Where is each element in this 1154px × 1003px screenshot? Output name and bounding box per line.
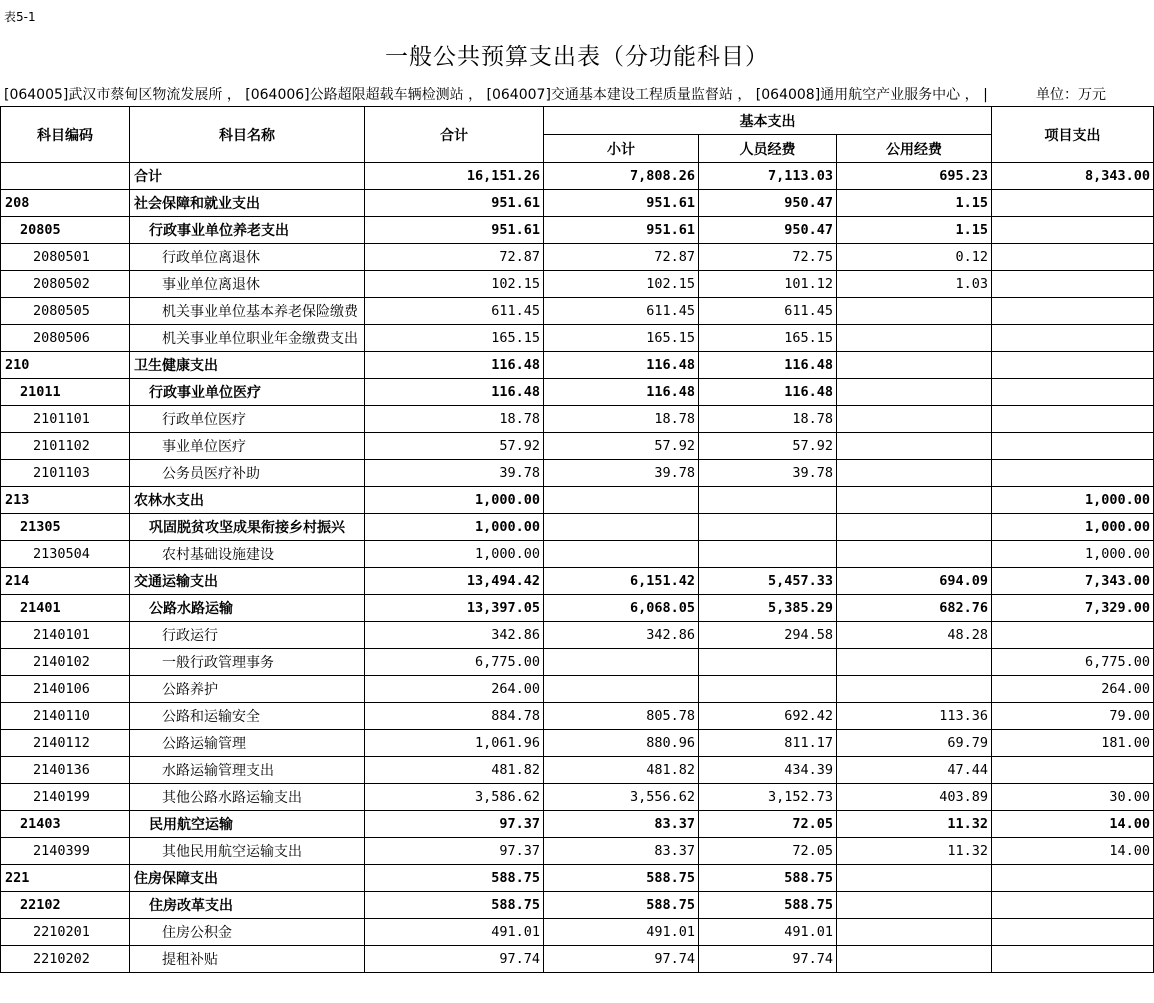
row-total: 165.15 xyxy=(365,325,544,352)
row-name: 行政单位离退休 xyxy=(130,244,365,271)
row-subtotal: 57.92 xyxy=(544,433,699,460)
row-public xyxy=(837,865,992,892)
row-code: 2101103 xyxy=(1,460,130,487)
row-code: 2080505 xyxy=(1,298,130,325)
row-code: 2140399 xyxy=(1,838,130,865)
row-code: 2140101 xyxy=(1,622,130,649)
row-code: 2140199 xyxy=(1,784,130,811)
row-project xyxy=(992,757,1154,784)
row-total: 18.78 xyxy=(365,406,544,433)
row-total: 16,151.26 xyxy=(365,163,544,190)
header-total: 合计 xyxy=(365,107,544,163)
table-row xyxy=(1,568,1154,595)
row-code: 2140102 xyxy=(1,649,130,676)
row-subtotal: 805.78 xyxy=(544,703,699,730)
row-project xyxy=(992,622,1154,649)
row-personnel: 5,457.33 xyxy=(699,568,837,595)
row-total: 39.78 xyxy=(365,460,544,487)
row-personnel: 5,385.29 xyxy=(699,595,837,622)
table-row xyxy=(1,352,1154,379)
row-subtotal: 116.48 xyxy=(544,352,699,379)
row-subtotal xyxy=(544,649,699,676)
row-code xyxy=(1,163,130,190)
row-project: 181.00 xyxy=(992,730,1154,757)
row-public xyxy=(837,919,992,946)
table-row xyxy=(1,514,1154,541)
row-public xyxy=(837,433,992,460)
row-personnel xyxy=(699,649,837,676)
row-name: 巩固脱贫攻坚成果衔接乡村振兴 xyxy=(130,514,365,541)
row-total: 1,061.96 xyxy=(365,730,544,757)
units-list-text: [064005]武汉市蔡甸区物流发展所 ， [064006]公路超限超载车辆检测站 ， [064007]交通基本建设工程质量监督站 ， [064008]通用航空产业服务中心 ， | xyxy=(4,87,988,103)
row-personnel xyxy=(699,676,837,703)
row-personnel: 811.17 xyxy=(699,730,837,757)
units-line xyxy=(0,84,1154,104)
row-public xyxy=(837,514,992,541)
table-row xyxy=(1,703,1154,730)
table-row xyxy=(1,730,1154,757)
row-personnel xyxy=(699,514,837,541)
row-total: 116.48 xyxy=(365,379,544,406)
row-name: 住房公积金 xyxy=(130,919,365,946)
row-code: 2080501 xyxy=(1,244,130,271)
row-subtotal: 342.86 xyxy=(544,622,699,649)
row-total: 951.61 xyxy=(365,190,544,217)
row-project: 14.00 xyxy=(992,838,1154,865)
row-subtotal: 18.78 xyxy=(544,406,699,433)
row-code: 2101102 xyxy=(1,433,130,460)
table-row xyxy=(1,298,1154,325)
row-personnel: 116.48 xyxy=(699,352,837,379)
row-subtotal: 491.01 xyxy=(544,919,699,946)
row-project xyxy=(992,217,1154,244)
page-title: 一般公共预算支出表（分功能科目） xyxy=(385,44,769,70)
row-total: 13,397.05 xyxy=(365,595,544,622)
row-project: 6,775.00 xyxy=(992,649,1154,676)
row-public xyxy=(837,379,992,406)
row-personnel: 72.05 xyxy=(699,811,837,838)
row-total: 264.00 xyxy=(365,676,544,703)
table-row xyxy=(1,379,1154,406)
row-subtotal: 951.61 xyxy=(544,217,699,244)
row-public xyxy=(837,352,992,379)
row-total: 72.87 xyxy=(365,244,544,271)
row-project xyxy=(992,892,1154,919)
row-code: 2080506 xyxy=(1,325,130,352)
row-public: 1.15 xyxy=(837,217,992,244)
row-personnel: 611.45 xyxy=(699,298,837,325)
header-basic: 基本支出 xyxy=(544,107,992,135)
table-row xyxy=(1,217,1154,244)
row-total: 1,000.00 xyxy=(365,487,544,514)
header-public: 公用经费 xyxy=(837,135,992,163)
row-name: 其他公路水路运输支出 xyxy=(130,784,365,811)
row-name: 住房改革支出 xyxy=(130,892,365,919)
row-public xyxy=(837,298,992,325)
row-public xyxy=(837,460,992,487)
row-public: 69.79 xyxy=(837,730,992,757)
row-code: 2140106 xyxy=(1,676,130,703)
row-code: 214 xyxy=(1,568,130,595)
row-public: 682.76 xyxy=(837,595,992,622)
row-personnel: 491.01 xyxy=(699,919,837,946)
row-code: 21011 xyxy=(1,379,130,406)
row-project xyxy=(992,244,1154,271)
row-project xyxy=(992,919,1154,946)
row-subtotal: 102.15 xyxy=(544,271,699,298)
row-personnel: 294.58 xyxy=(699,622,837,649)
row-public xyxy=(837,676,992,703)
row-subtotal: 116.48 xyxy=(544,379,699,406)
row-personnel: 72.75 xyxy=(699,244,837,271)
row-code: 210 xyxy=(1,352,130,379)
row-public: 113.36 xyxy=(837,703,992,730)
row-code: 213 xyxy=(1,487,130,514)
header-subtotal: 小计 xyxy=(544,135,699,163)
table-row xyxy=(1,541,1154,568)
row-personnel: 57.92 xyxy=(699,433,837,460)
row-total: 97.74 xyxy=(365,946,544,973)
row-project xyxy=(992,190,1154,217)
row-public xyxy=(837,406,992,433)
row-subtotal: 72.87 xyxy=(544,244,699,271)
row-personnel: 39.78 xyxy=(699,460,837,487)
row-name: 卫生健康支出 xyxy=(130,352,365,379)
row-total: 57.92 xyxy=(365,433,544,460)
row-name: 公务员医疗补助 xyxy=(130,460,365,487)
row-subtotal xyxy=(544,541,699,568)
table-row xyxy=(1,406,1154,433)
table-row xyxy=(1,649,1154,676)
row-name: 公路水路运输 xyxy=(130,595,365,622)
row-code: 22102 xyxy=(1,892,130,919)
table-row xyxy=(1,892,1154,919)
row-personnel: 116.48 xyxy=(699,379,837,406)
row-subtotal: 83.37 xyxy=(544,811,699,838)
table-row xyxy=(1,919,1154,946)
row-subtotal: 97.74 xyxy=(544,946,699,973)
row-total: 1,000.00 xyxy=(365,514,544,541)
budget-table xyxy=(0,106,1154,973)
row-project: 1,000.00 xyxy=(992,541,1154,568)
row-personnel: 97.74 xyxy=(699,946,837,973)
row-public xyxy=(837,892,992,919)
row-name: 机关事业单位职业年金缴费支出 xyxy=(130,325,365,352)
row-total: 481.82 xyxy=(365,757,544,784)
row-subtotal xyxy=(544,676,699,703)
row-project xyxy=(992,460,1154,487)
row-personnel: 18.78 xyxy=(699,406,837,433)
row-project: 8,343.00 xyxy=(992,163,1154,190)
row-personnel xyxy=(699,541,837,568)
row-subtotal: 6,151.42 xyxy=(544,568,699,595)
row-total: 13,494.42 xyxy=(365,568,544,595)
row-personnel: 950.47 xyxy=(699,217,837,244)
form-id: 表5-1 xyxy=(4,10,36,24)
row-name: 公路运输管理 xyxy=(130,730,365,757)
row-name: 公路和运输安全 xyxy=(130,703,365,730)
header-code: 科目编码 xyxy=(1,107,130,163)
row-total: 491.01 xyxy=(365,919,544,946)
row-public xyxy=(837,541,992,568)
row-total: 588.75 xyxy=(365,865,544,892)
table-row xyxy=(1,190,1154,217)
row-subtotal: 611.45 xyxy=(544,298,699,325)
table-row xyxy=(1,757,1154,784)
table-row xyxy=(1,595,1154,622)
row-project xyxy=(992,946,1154,973)
table-row xyxy=(1,946,1154,973)
header-project: 项目支出 xyxy=(992,107,1154,163)
row-project: 1,000.00 xyxy=(992,514,1154,541)
table-row xyxy=(1,325,1154,352)
row-name: 一般行政管理事务 xyxy=(130,649,365,676)
row-total: 611.45 xyxy=(365,298,544,325)
row-name: 交通运输支出 xyxy=(130,568,365,595)
table-row xyxy=(1,433,1154,460)
row-name: 农村基础设施建设 xyxy=(130,541,365,568)
row-total: 3,586.62 xyxy=(365,784,544,811)
row-name: 水路运输管理支出 xyxy=(130,757,365,784)
row-name: 事业单位医疗 xyxy=(130,433,365,460)
row-code: 21401 xyxy=(1,595,130,622)
row-total: 6,775.00 xyxy=(365,649,544,676)
row-name: 合计 xyxy=(130,163,365,190)
row-code: 221 xyxy=(1,865,130,892)
table-row xyxy=(1,676,1154,703)
row-public: 11.32 xyxy=(837,838,992,865)
row-personnel: 588.75 xyxy=(699,865,837,892)
units-list xyxy=(4,84,989,104)
table-row xyxy=(1,811,1154,838)
row-subtotal: 588.75 xyxy=(544,892,699,919)
header-name: 科目名称 xyxy=(130,107,365,163)
row-total: 588.75 xyxy=(365,892,544,919)
row-code: 208 xyxy=(1,190,130,217)
unit-label: 单位：万元 xyxy=(1036,87,1106,103)
row-personnel: 72.05 xyxy=(699,838,837,865)
row-project xyxy=(992,352,1154,379)
row-code: 2140136 xyxy=(1,757,130,784)
table-row xyxy=(1,487,1154,514)
row-subtotal: 481.82 xyxy=(544,757,699,784)
row-code: 2130504 xyxy=(1,541,130,568)
row-public xyxy=(837,946,992,973)
row-public: 1.03 xyxy=(837,271,992,298)
row-project xyxy=(992,865,1154,892)
row-project xyxy=(992,406,1154,433)
row-subtotal xyxy=(544,514,699,541)
row-subtotal: 83.37 xyxy=(544,838,699,865)
row-name: 行政事业单位医疗 xyxy=(130,379,365,406)
row-name: 行政运行 xyxy=(130,622,365,649)
row-code: 2210201 xyxy=(1,919,130,946)
table-row xyxy=(1,271,1154,298)
row-project xyxy=(992,379,1154,406)
row-public xyxy=(837,649,992,676)
table-row xyxy=(1,784,1154,811)
row-subtotal: 951.61 xyxy=(544,190,699,217)
table-row xyxy=(1,163,1154,190)
row-public: 694.09 xyxy=(837,568,992,595)
table-row xyxy=(1,244,1154,271)
table-row xyxy=(1,838,1154,865)
row-name: 提租补贴 xyxy=(130,946,365,973)
row-public: 47.44 xyxy=(837,757,992,784)
row-subtotal: 880.96 xyxy=(544,730,699,757)
row-name: 农林水支出 xyxy=(130,487,365,514)
table-body xyxy=(1,163,1154,973)
row-project: 79.00 xyxy=(992,703,1154,730)
row-project: 264.00 xyxy=(992,676,1154,703)
row-subtotal: 588.75 xyxy=(544,865,699,892)
row-subtotal: 7,808.26 xyxy=(544,163,699,190)
row-project: 7,329.00 xyxy=(992,595,1154,622)
header-personnel: 人员经费 xyxy=(699,135,837,163)
row-code: 21403 xyxy=(1,811,130,838)
row-project: 14.00 xyxy=(992,811,1154,838)
row-code: 20805 xyxy=(1,217,130,244)
row-subtotal: 6,068.05 xyxy=(544,595,699,622)
row-project xyxy=(992,298,1154,325)
row-code: 2140112 xyxy=(1,730,130,757)
row-total: 1,000.00 xyxy=(365,541,544,568)
row-code: 21305 xyxy=(1,514,130,541)
row-subtotal xyxy=(544,487,699,514)
table-row xyxy=(1,622,1154,649)
row-name: 民用航空运输 xyxy=(130,811,365,838)
row-name: 其他民用航空运输支出 xyxy=(130,838,365,865)
row-subtotal: 165.15 xyxy=(544,325,699,352)
row-public: 403.89 xyxy=(837,784,992,811)
row-name: 社会保障和就业支出 xyxy=(130,190,365,217)
row-total: 951.61 xyxy=(365,217,544,244)
row-name: 住房保障支出 xyxy=(130,865,365,892)
row-project: 30.00 xyxy=(992,784,1154,811)
row-total: 342.86 xyxy=(365,622,544,649)
row-personnel: 588.75 xyxy=(699,892,837,919)
row-public: 1.15 xyxy=(837,190,992,217)
row-total: 102.15 xyxy=(365,271,544,298)
row-public xyxy=(837,325,992,352)
row-personnel: 434.39 xyxy=(699,757,837,784)
row-total: 884.78 xyxy=(365,703,544,730)
row-name: 机关事业单位基本养老保险缴费 xyxy=(130,298,365,325)
row-name: 行政事业单位养老支出 xyxy=(130,217,365,244)
row-personnel: 950.47 xyxy=(699,190,837,217)
row-total: 97.37 xyxy=(365,838,544,865)
row-total: 97.37 xyxy=(365,811,544,838)
row-total: 116.48 xyxy=(365,352,544,379)
row-personnel: 7,113.03 xyxy=(699,163,837,190)
row-personnel: 165.15 xyxy=(699,325,837,352)
row-project xyxy=(992,271,1154,298)
row-name: 事业单位离退休 xyxy=(130,271,365,298)
row-project: 1,000.00 xyxy=(992,487,1154,514)
row-personnel: 3,152.73 xyxy=(699,784,837,811)
row-code: 2080502 xyxy=(1,271,130,298)
row-project xyxy=(992,433,1154,460)
table-row xyxy=(1,460,1154,487)
row-personnel: 692.42 xyxy=(699,703,837,730)
row-public: 11.32 xyxy=(837,811,992,838)
row-personnel: 101.12 xyxy=(699,271,837,298)
row-project: 7,343.00 xyxy=(992,568,1154,595)
row-subtotal: 39.78 xyxy=(544,460,699,487)
row-name: 行政单位医疗 xyxy=(130,406,365,433)
row-subtotal: 3,556.62 xyxy=(544,784,699,811)
row-public: 48.28 xyxy=(837,622,992,649)
row-name: 公路养护 xyxy=(130,676,365,703)
row-public: 695.23 xyxy=(837,163,992,190)
row-code: 2101101 xyxy=(1,406,130,433)
row-personnel xyxy=(699,487,837,514)
row-project xyxy=(992,325,1154,352)
row-public: 0.12 xyxy=(837,244,992,271)
table-row xyxy=(1,865,1154,892)
row-code: 2210202 xyxy=(1,946,130,973)
row-public xyxy=(837,487,992,514)
row-code: 2140110 xyxy=(1,703,130,730)
